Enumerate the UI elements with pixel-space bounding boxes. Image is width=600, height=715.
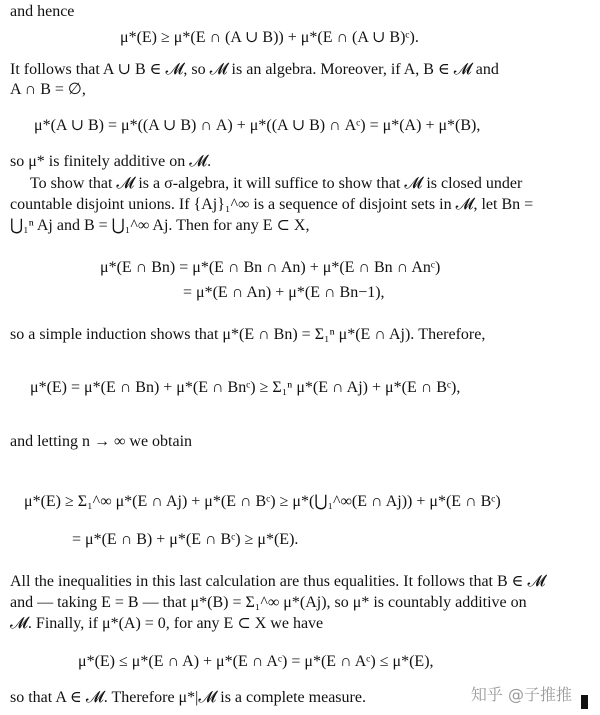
text-line-12: so a simple induction shows that μ*(E ∩ Bn) = Σ₁ⁿ μ*(E ∩ Aj). Therefore, [10,326,486,343]
text-line-21: so that A ∈ 𝓜. Therefore μ*|𝓜 is a complete measure. [10,689,366,706]
equation-3-line-2: = μ*(E ∩ An) + μ*(E ∩ Bn−1), [183,284,385,301]
text-line-9: ⋃₁ⁿ Aj and B = ⋃₁^∞ Aj. Then for any E ⊂ X, [10,217,310,234]
text-line-7: To show that 𝓜 is a σ-algebra, it will suffice to show that 𝓜 is closed under [30,175,523,192]
equation-5-line-1: μ*(E) ≥ Σ₁^∞ μ*(E ∩ Aj) + μ*(E ∩ Bᶜ) ≥ μ*(⋃₁^∞(E ∩ Aj)) + μ*(E ∩ Bᶜ) [24,493,501,510]
text-line-6: so μ* is finitely additive on 𝓜. [10,153,212,170]
equation-3-line-1: μ*(E ∩ Bn) = μ*(E ∩ Bn ∩ An) + μ*(E ∩ Bn ∩ Anᶜ) [100,259,441,276]
text-line-8: countable disjoint unions. If {Aj}₁^∞ is a sequence of disjoint sets in 𝓜, let Bn = [10,196,534,213]
watermark: 知乎 @子推推 [470,685,572,704]
text-cursor [581,695,588,709]
text-line-19: 𝓜. Finally, if μ*(A) = 0, for any E ⊂ X we have [10,615,324,632]
text-line-4: A ∩ B = ∅, [10,81,86,98]
text-line-14: and letting n → ∞ we obtain [10,433,193,450]
equation-2: μ*(A ∪ B) = μ*((A ∪ B) ∩ A) + μ*((A ∪ B) ∩ Aᶜ) = μ*(A) + μ*(B), [34,117,481,134]
text-line-3: It follows that A ∪ B ∈ 𝓜, so 𝓜 is an algebra. Moreover, if A, B ∈ 𝓜 and [10,61,499,78]
equation-1 [120,28,419,48]
equation-1-text: μ*(E) ≥ μ*(E ∩ (A ∪ B)) + μ*(E ∩ (A ∪ B)ᶜ). [120,29,419,46]
text-line-1: and hence [10,3,75,20]
text-line-18: and — taking E = B — that μ*(B) = Σ₁^∞ μ*(Aj), so μ* is countably additive on [10,594,527,611]
text-line-17: All the inequalities in this last calculation are thus equalities. It follows that B ∈ 𝓜 [10,573,546,590]
equation-6: μ*(E) ≤ μ*(E ∩ A) + μ*(E ∩ Aᶜ) = μ*(E ∩ Aᶜ) ≤ μ*(E), [78,653,434,670]
equation-5-line-2: = μ*(E ∩ B) + μ*(E ∩ Bᶜ) ≥ μ*(E). [72,531,299,548]
equation-4: μ*(E) = μ*(E ∩ Bn) + μ*(E ∩ Bnᶜ) ≥ Σ₁ⁿ μ*(E ∩ Aj) + μ*(E ∩ Bᶜ), [30,379,461,396]
